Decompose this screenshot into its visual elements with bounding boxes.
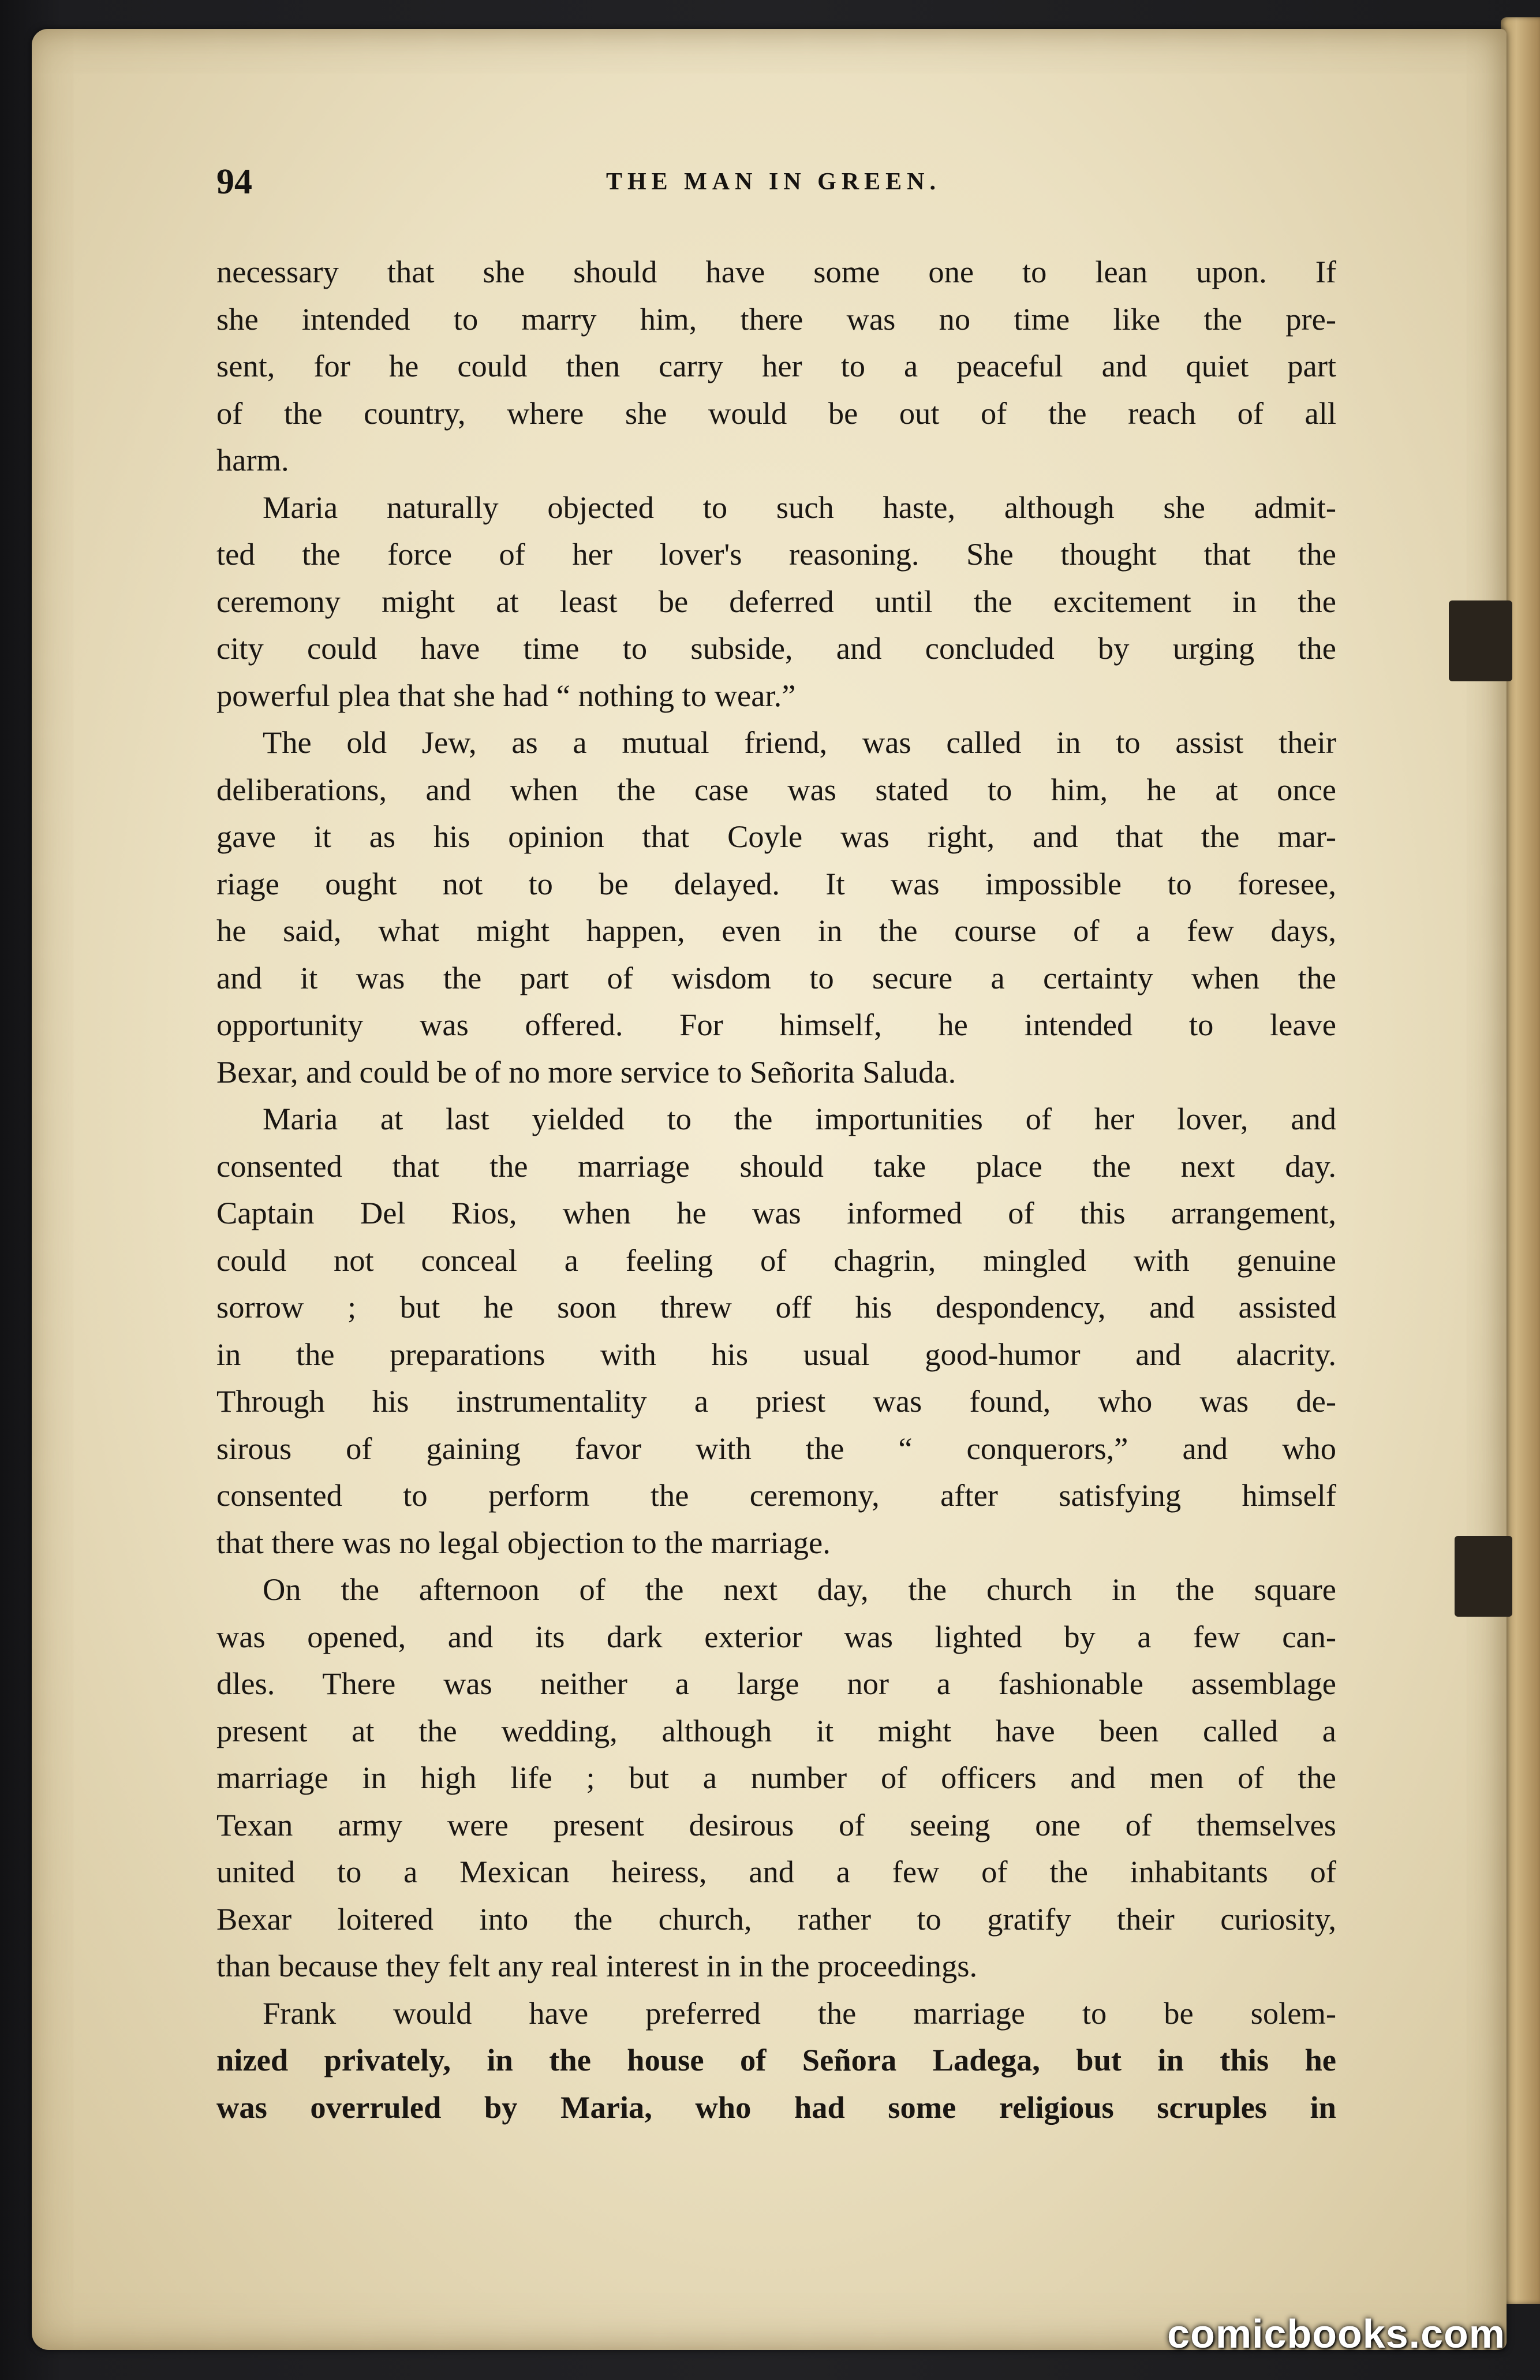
text-line: gave it as his opinion that Coyle was right, and that the mar- <box>216 819 1336 854</box>
text-line: On the afternoon of the next day, the church in the square <box>263 1572 1336 1607</box>
text-line: ceremony might at least be deferred until the excitement in the <box>216 583 1336 619</box>
text-line: he said, what might happen, even in the course of a few days, <box>216 913 1336 948</box>
text-line: united to a Mexican heiress, and a few of the inhabitants of <box>216 1854 1336 1889</box>
text-line: harm. <box>216 442 289 478</box>
text-line: marriage in high life ; but a number of officers and men of the <box>216 1760 1336 1795</box>
text-line: Through his instrumentality a priest was found, who was de- <box>216 1383 1336 1419</box>
text-line: opportunity was offered. For himself, he intended to leave <box>216 1007 1336 1042</box>
text-line: and it was the part of wisdom to secure a certainty when the <box>216 960 1336 995</box>
text-line: nized privately, in the house of Señora Ladega, but in this he <box>216 2042 1336 2077</box>
text-line: could not conceal a feeling of chagrin, mingled with genuine <box>216 1242 1336 1278</box>
text-line: Texan army were present desirous of seeing one of themselves <box>216 1807 1336 1842</box>
text-line: Maria at last yielded to the importunities of her lover, and <box>263 1101 1336 1136</box>
text-line: sorrow ; but he soon threw off his despondency, and assisted <box>216 1289 1336 1325</box>
text-line: sent, for he could then carry her to a peaceful and quiet part <box>216 348 1336 383</box>
text-line: city could have time to subside, and concluded by urging the <box>216 631 1336 666</box>
page-number: 94 <box>216 162 252 202</box>
text-line: Bexar loitered into the church, rather to gratify their curiosity, <box>216 1901 1336 1937</box>
text-line: necessary that she should have some one to lean upon. If <box>216 254 1336 289</box>
text-line: of the country, where she would be out of the reach of all <box>216 395 1336 431</box>
text-line: in the preparations with his usual good-humor and alacrity. <box>216 1336 1336 1372</box>
watermark: comicbooks.com <box>1167 2311 1505 2356</box>
text-line: she intended to marry him, there was no time like the pre- <box>216 301 1336 337</box>
text-line: ted the force of her lover's reasoning. She thought that the <box>216 536 1336 572</box>
text-line: was opened, and its dark exterior was lighted by a few can- <box>216 1618 1336 1654</box>
text-line: dles. There was neither a large nor a fashionable assemblage <box>216 1666 1336 1701</box>
binding-stitch <box>1455 1536 1512 1617</box>
text-line: The old Jew, as a mutual friend, was called in to assist their <box>263 725 1336 760</box>
text-line: consented that the marriage should take place the next day. <box>216 1148 1336 1184</box>
next-page-edge <box>1501 17 1540 2304</box>
text-line: was overruled by Maria, who had some religious scruples in <box>216 2089 1336 2125</box>
text-line: sirous of gaining favor with the “ conquerors,” and who <box>216 1430 1336 1466</box>
page-header <box>216 156 1330 208</box>
text-line: deliberations, and when the case was stated to him, he at once <box>216 771 1336 807</box>
text-line: Bexar, and could be of no more service to Señorita Saluda. <box>216 1054 956 1090</box>
body-text <box>216 248 1336 2131</box>
running-head: THE MAN IN GREEN. <box>605 169 941 195</box>
binding-stitch <box>1449 600 1512 681</box>
text-line: Frank would have preferred the marriage to be solem- <box>263 1995 1336 2031</box>
text-line: riage ought not to be delayed. It was impossible to foresee, <box>216 866 1336 901</box>
text-line: that there was no legal objection to the marriage. <box>216 1524 831 1560</box>
text-line: than because they felt any real interest in in the proceedings. <box>216 1948 978 1983</box>
text-line: consented to perform the ceremony, after satisfying himself <box>216 1478 1336 1513</box>
text-line: present at the wedding, although it might have been called a <box>216 1713 1336 1748</box>
text-line: Maria naturally objected to such haste, although she admit- <box>263 489 1336 525</box>
text-line: powerful plea that she had “ nothing to wear.” <box>216 677 796 713</box>
text-line: Captain Del Rios, when he was informed of this arrangement, <box>216 1195 1336 1230</box>
